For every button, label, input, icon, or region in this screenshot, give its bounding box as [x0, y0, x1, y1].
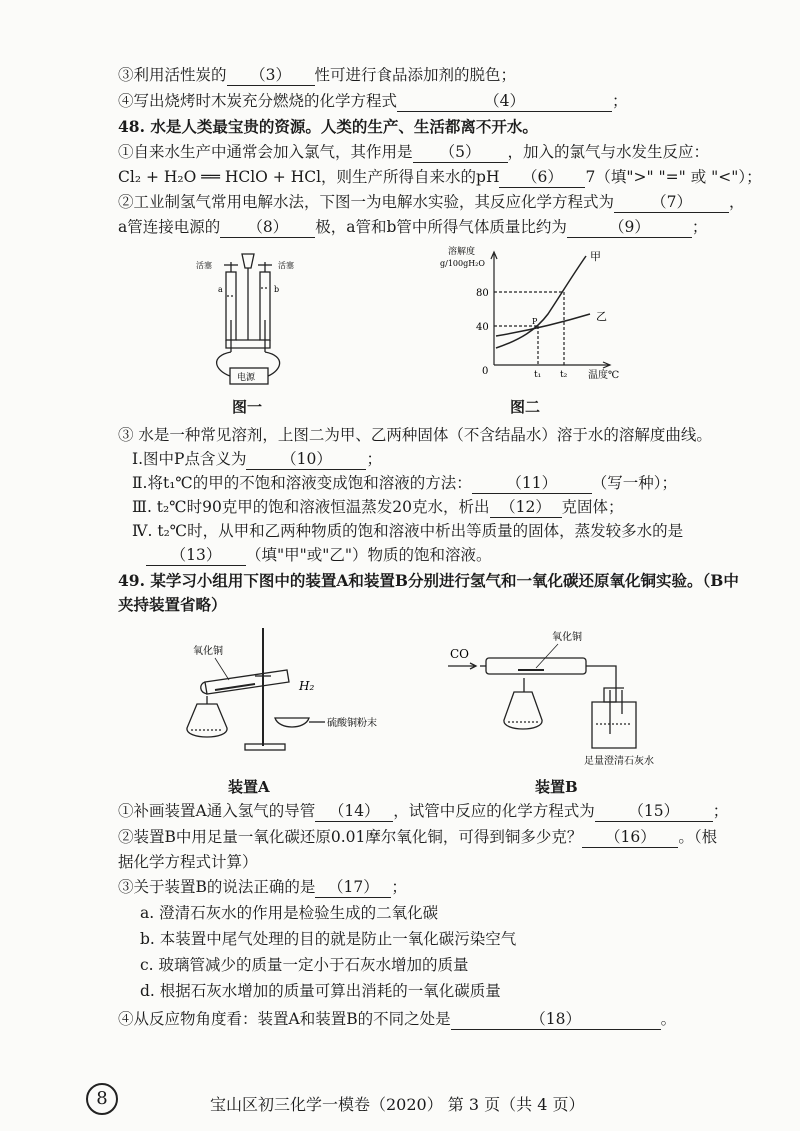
- point-p-label: P: [532, 317, 538, 326]
- tube-b-label: b: [274, 285, 280, 294]
- answer-blank-10[interactable]: （10）: [246, 449, 366, 470]
- q49-option-d: d. 根据石灰水增加的质量可算出消耗的一氧化碳质量: [140, 982, 501, 1000]
- x-tick-t2: t₂: [560, 370, 568, 380]
- q49-line-2b: 据化学方程式计算）: [118, 853, 258, 871]
- q48-line-5: ③ 水是一种常见溶剂，上图二为甲、乙两种固体（不含结晶水）溶于水的溶解度曲线。: [118, 426, 712, 444]
- answer-blank-13[interactable]: （13）: [146, 545, 246, 566]
- y-tick-40: 40: [476, 322, 489, 333]
- reservoir-funnel: [242, 254, 254, 268]
- q49-option-a: a. 澄清石灰水的作用是检验生成的二氧化碳: [140, 904, 439, 922]
- x-axis-label: 温度℃: [588, 370, 620, 381]
- apparatus-a-figure: [175, 618, 430, 758]
- q49-line-1: ①补画装置A通入氢气的导管 （14） ，试管中反应的化学方程式为 （15） ；: [118, 802, 729, 820]
- q47-line-4: ④写出烧烤时木炭充分燃烧的化学方程式 （4） ；: [118, 92, 628, 110]
- glass-tube: [486, 658, 586, 674]
- answer-blank-17[interactable]: （17）: [315, 877, 391, 898]
- series-yi-label: 乙: [596, 310, 607, 323]
- answer-blank-4[interactable]: （4）: [397, 91, 612, 112]
- q48-line-2: Cl₂ + H₂O ══ HClO + HCl，则生产所得自来水的pH （6） 7（填">" "=" 或 "<"）；: [118, 168, 762, 186]
- q49-title-2: 夹持装置省略）: [118, 595, 227, 614]
- q48-sub-4: Ⅳ. t₂℃时，从甲和乙两种物质的饱和溶液中析出等质量的固体，蒸发较多水的是: [132, 522, 684, 540]
- answer-blank-6[interactable]: （6）: [499, 167, 585, 188]
- q47-line-3: ③利用活性炭的 （3） 性可进行食品添加剂的脱色；: [118, 66, 517, 84]
- alcohol-lamp-b: [504, 692, 542, 729]
- q48-sub-3: Ⅲ. t₂℃时90克甲的饱和溶液恒温蒸发20克水，析出 （12） 克固体；: [132, 498, 624, 516]
- h2-label: H₂: [299, 679, 315, 693]
- limewater-bottle: [592, 702, 636, 748]
- power-label: 电源: [237, 373, 256, 383]
- q48-line-1: ①自来水生产中通常会加入氯气，其作用是 （5） ，加入的氯气与水发生反应：: [118, 143, 710, 161]
- q49-option-c: c. 玻璃管减少的质量一定小于石灰水增加的质量: [140, 956, 469, 974]
- cuo-a-label: 氧化铜: [193, 646, 223, 657]
- page-footer: 宝山区初三化学一模卷（2020） 第 3 页（共 4 页）: [210, 1095, 585, 1114]
- solubility-curve-figure: [440, 240, 640, 390]
- q48-sub-2: Ⅱ.将t₁℃的甲的不饱和溶液变成饱和溶液的方法： （11） （写一种）；: [132, 474, 678, 492]
- answer-blank-9[interactable]: （9）: [567, 217, 692, 238]
- figure-1-caption: 图一: [232, 398, 263, 416]
- series-jia-label: 甲: [590, 250, 601, 263]
- answer-blank-18[interactable]: （18）: [451, 1009, 661, 1030]
- y-axis-title-1: 溶解度: [448, 247, 476, 257]
- q48-line-3: ②工业制氢气常用电解水法，下图一为电解水实验，其反应化学方程式为 （7） ，: [118, 193, 745, 211]
- valve-left-label: 活塞: [196, 261, 212, 270]
- q49-line-3: ③关于装置B的说法正确的是 （17） ；: [118, 878, 407, 896]
- q48-sub-4-cont: （13） （填"甲"或"乙"）物质的饱和溶液。: [146, 544, 492, 566]
- answer-blank-14[interactable]: （14）: [315, 801, 393, 822]
- q48-line-4: a管连接电源的 （8） 极，a管和b管中所得气体质量比约为 （9） ；: [118, 218, 708, 236]
- x-tick-t1: t₁: [534, 370, 542, 380]
- q48-sub-1: Ⅰ.图中P点含义为 （10） ；: [132, 450, 382, 468]
- q49-title-1: 49. 某学习小组用下图中的装置A和装置B分别进行氢气和一氧化碳还原氧化铜实验。（B中: [118, 571, 739, 590]
- q49-line-2: ②装置B中用足量一氧化碳还原0.01摩尔氧化铜，可得到铜多少克？ （16） 。（根: [118, 828, 718, 846]
- answer-blank-12[interactable]: （12）: [490, 497, 562, 518]
- answer-blank-15[interactable]: （15）: [595, 801, 713, 822]
- electrolysis-apparatus-figure: [190, 248, 310, 388]
- page-mark: 8: [86, 1083, 118, 1115]
- y-axis-title-2: g/100gH₂O: [440, 259, 485, 268]
- tube-a-label: a: [218, 285, 223, 294]
- apparatus-a-caption: 装置A: [228, 778, 270, 796]
- figure-2-caption: 图二: [510, 398, 541, 416]
- limewater-label: 足量澄清石灰水: [584, 756, 654, 767]
- y-tick-80: 80: [476, 288, 489, 299]
- answer-blank-16[interactable]: （16）: [582, 827, 678, 848]
- apparatus-b-caption: 装置B: [535, 778, 578, 796]
- co-label: CO: [450, 647, 470, 661]
- answer-blank-11[interactable]: （11）: [472, 473, 592, 494]
- q49-option-b: b. 本装置中尾气处理的目的就是防止一氧化碳污染空气: [140, 930, 517, 948]
- answer-blank-7[interactable]: （7）: [614, 192, 729, 213]
- alcohol-lamp-a: [187, 704, 227, 737]
- q49-line-4: ④从反应物角度看：装置A和装置B的不同之处是 （18） 。: [118, 1010, 677, 1028]
- cuso4-dish: [275, 718, 309, 727]
- answer-blank-5[interactable]: （5）: [413, 142, 508, 163]
- cuso4-label: 硫酸铜粉末: [327, 718, 377, 729]
- answer-blank-3[interactable]: （3）: [227, 65, 315, 86]
- q48-title: 48. 水是人类最宝贵的资源。人类的生产、生活都离不开水。: [118, 117, 538, 136]
- cuo-b-label: 氧化铜: [552, 632, 582, 643]
- curve-yi: [496, 314, 590, 336]
- valve-right-label: 活塞: [278, 261, 294, 270]
- apparatus-b-figure: [440, 618, 700, 768]
- answer-blank-8[interactable]: （8）: [220, 217, 315, 238]
- y-tick-0: 0: [482, 366, 489, 377]
